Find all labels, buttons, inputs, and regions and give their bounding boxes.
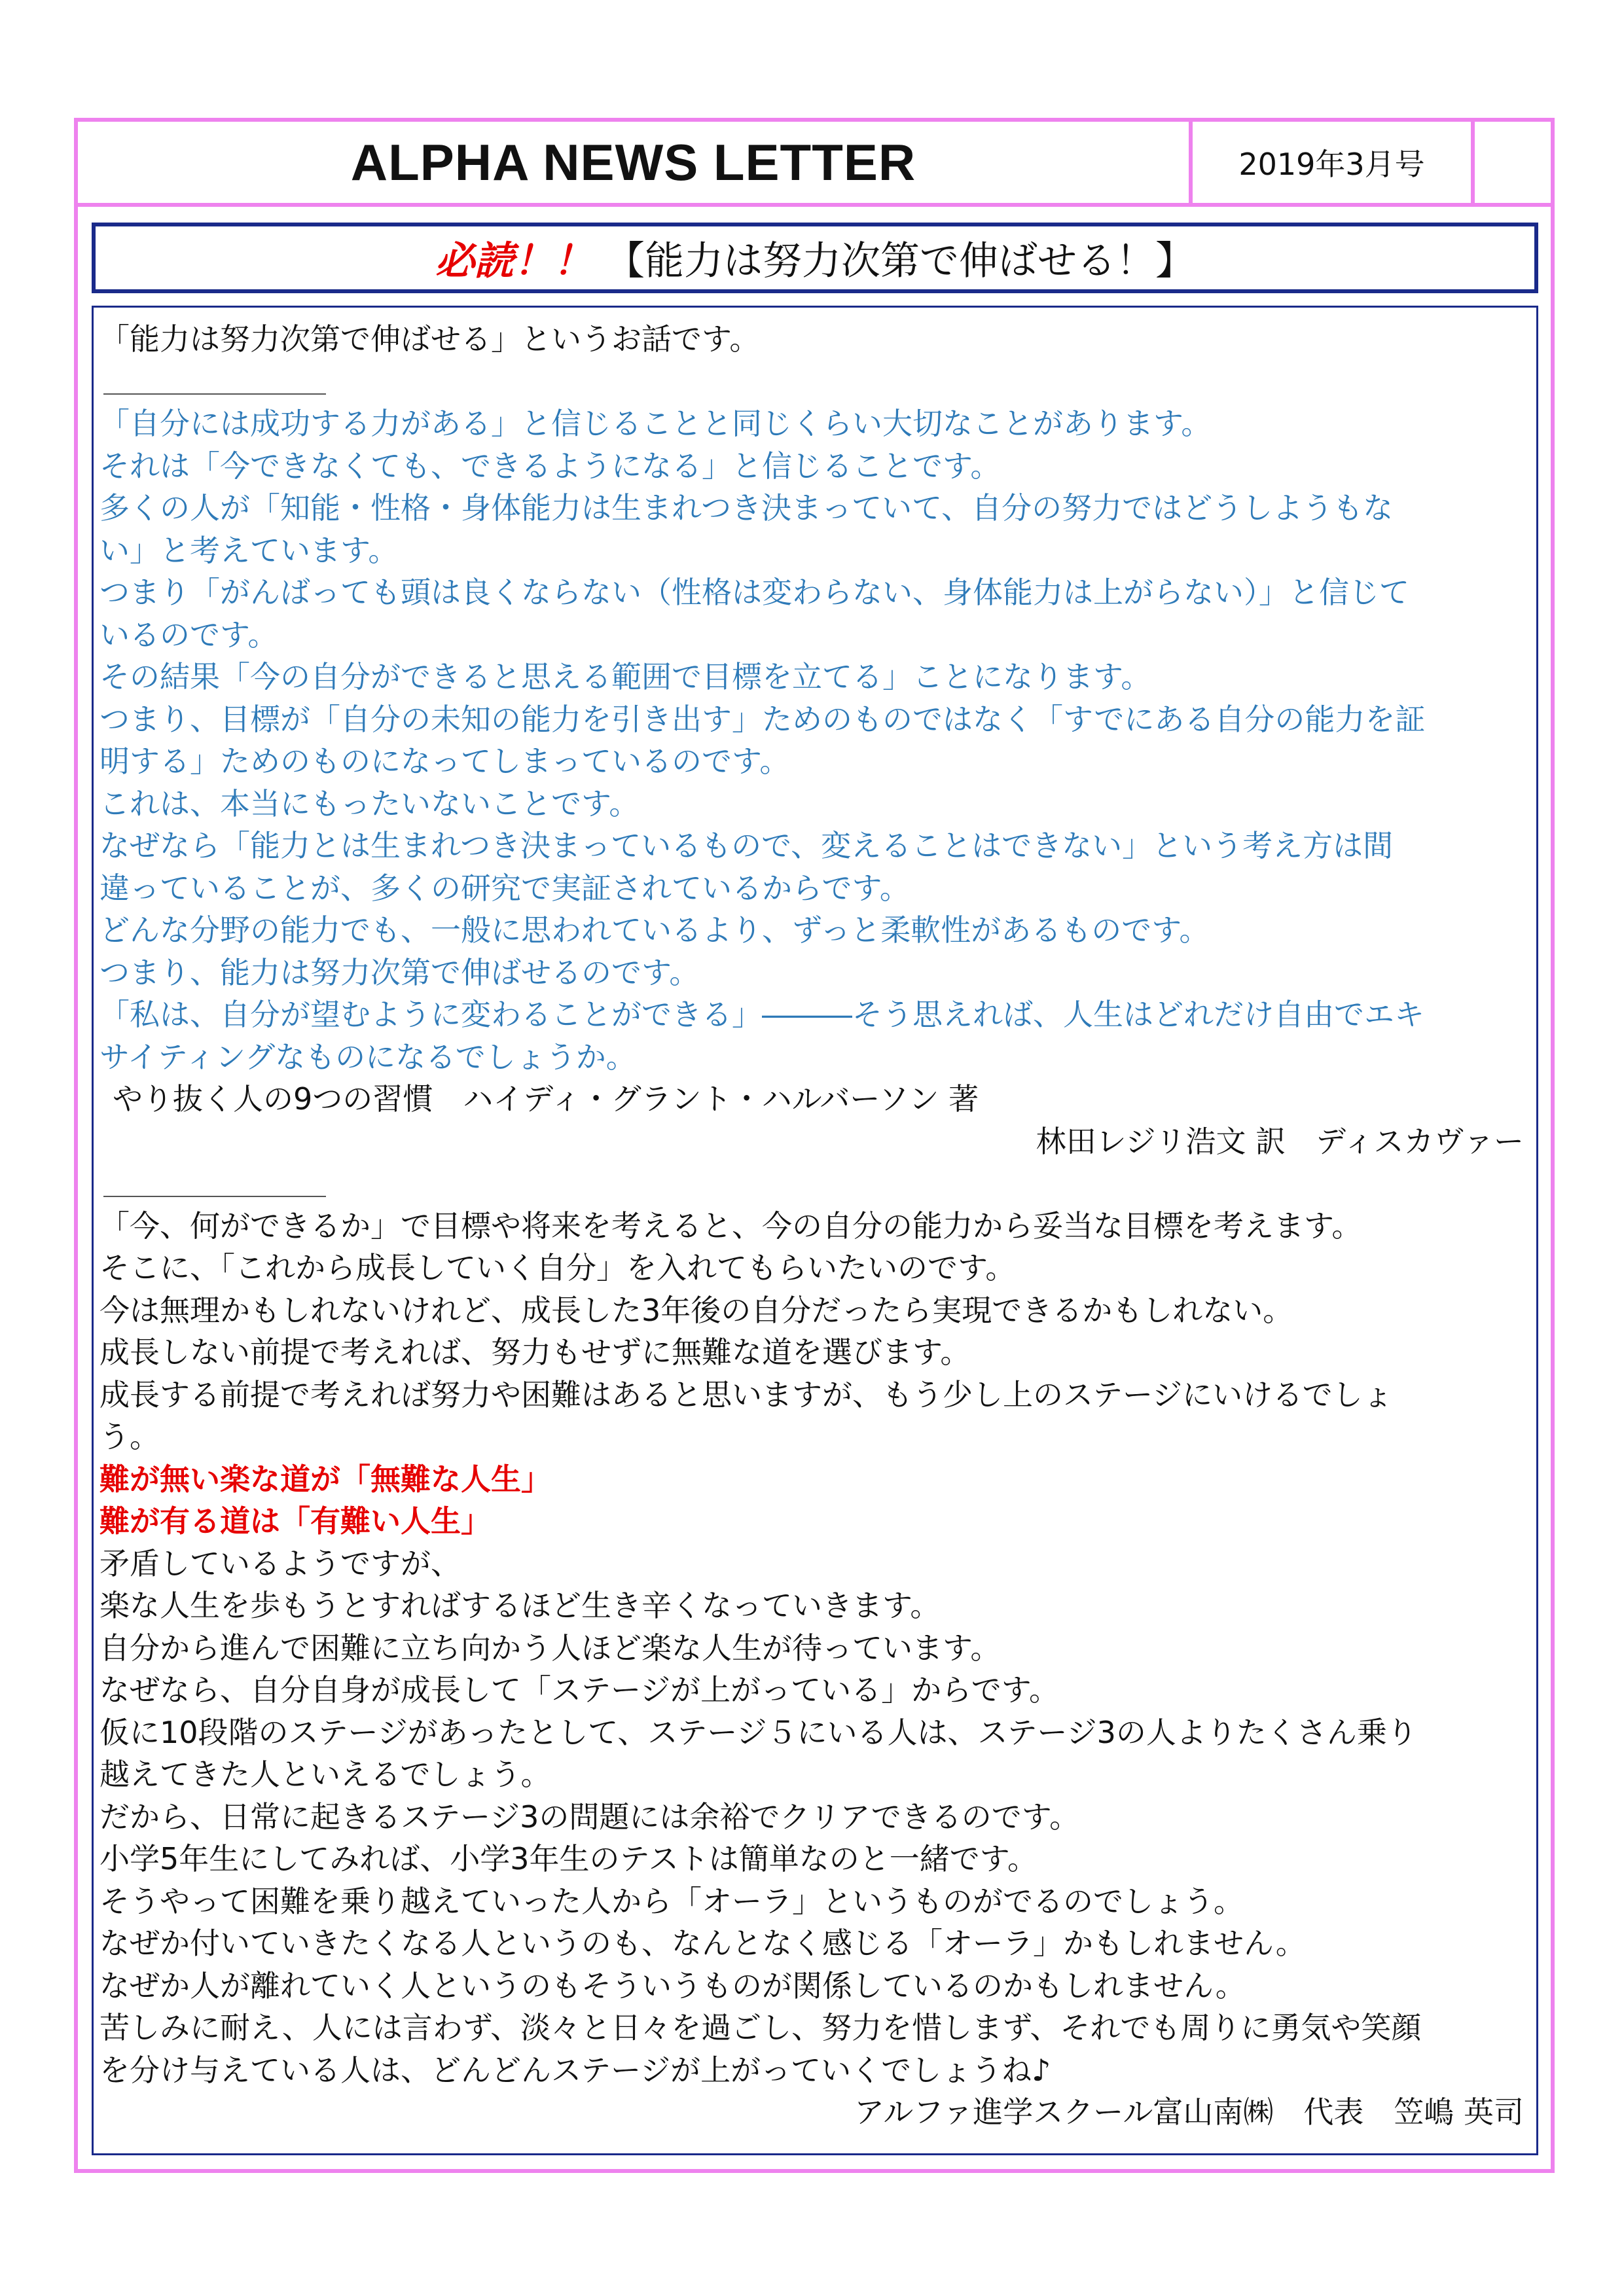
separator-line [103, 1196, 326, 1197]
article-line: そこに、「これから成長していく自分」を入れてもらいたいのです。 [99, 1250, 1016, 1285]
header-empty-cell [1475, 122, 1551, 203]
article-line: 成長しない前提で考えれば、努力もせずに無難な道を選びます。 [99, 1335, 971, 1370]
article-line: を分け与えている人は、どんどんステージが上がっていくでしょうね♪ [99, 2052, 1051, 2088]
article-line: なぜなら、自分自身が成長して「ステージが上がっている」からです。 [99, 1672, 1060, 1708]
issue-date: 2019年3月号 [1193, 122, 1475, 203]
separator-line [103, 393, 326, 395]
newsletter-header [74, 118, 1555, 207]
article-line: 難が有る道は「有難い人生」 [99, 1503, 491, 1539]
article-line: 楽な人生を歩もうとすればするほど生き辛くなっていきます。 [99, 1588, 941, 1623]
article-line: 難が無い楽な道が「無難な人生」 [99, 1461, 551, 1497]
article-line: これは、本当にもったいないことです。 [99, 785, 640, 821]
article-line: サイティングなものになるでしょうか。 [99, 1039, 636, 1075]
article-line: なぜなら「能力とは生まれつき決まっているもので、変えることはできない」という考え方は間 [99, 828, 1394, 863]
headline-banner [92, 223, 1538, 293]
article-line: 「今、何ができるか」で目標や将来を考えると、今の自分の能力から妥当な目標を考えます。 [99, 1208, 1362, 1244]
article-line: い」と考えています。 [99, 532, 399, 568]
article-line: どんな分野の能力でも、一般に思われているより、ずっと柔軟性があるものです。 [99, 912, 1210, 948]
article-line: アルファ進学スクール富山南㈱ 代表 笠嶋 英司 [854, 2094, 1524, 2130]
article-line: だから、日常に起きるステージ3の問題には余裕でクリアできるのです。 [99, 1799, 1080, 1835]
article-line: つまり、目標が「自分の未知の能力を引き出す」ためのものではなく「すでにある自分の能力を証 [99, 701, 1426, 737]
headline-text: 【能力は努力次第で伸ばせる！】 [605, 238, 1195, 284]
article-line: それは「今できなくても、できるようになる」と信じることです。 [99, 448, 1001, 484]
article-line: 苦しみに耐え、人には言わず、淡々と日々を過ごし、努力を惜しまず、それでも周りに勇気や笑顔 [99, 2010, 1422, 2045]
article-line: なぜか人が離れていく人というのもそういうものが関係しているのかもしれません。 [99, 1967, 1246, 2003]
newsletter-title: ALPHA NEWS LETTER [78, 122, 1193, 203]
article-line: 越えてきた人といえるでしょう。 [99, 1757, 551, 1792]
article-line: 小学5年生にしてみれば、小学3年生のテストは簡単なのと一緒です。 [99, 1841, 1038, 1876]
article-line: 今は無理かもしれないけれど、成長した3年後の自分だったら実現できるかもしれない。 [99, 1292, 1293, 1328]
article-line: 「自分には成功する力がある」と信じることと同じくらい大切なことがあります。 [99, 406, 1212, 441]
article-line: つまり「がんばっても頭は良くならない（性格は変わらない、身体能力は上がらない）」と信じて [99, 575, 1409, 610]
article-line: 多くの人が「知能・性格・身体能力は生まれつき決まっていて、自分の努力ではどうしようもな [99, 490, 1394, 526]
article-line: つまり、能力は努力次第で伸ばせるのです。 [99, 954, 700, 990]
article-body [99, 318, 1530, 2134]
article-line: 林田レジリ浩文 訳 ディスカヴァー [1036, 1123, 1524, 1159]
article-line: やり抜く人の9つの習慣 ハイディ・グラント・ハルバーソン 著 [113, 1081, 979, 1117]
separator-rule [99, 361, 1530, 403]
article-line: 明する」ためのものになってしまっているのです。 [99, 744, 790, 779]
article-line: その結果「今の自分ができると思える範囲で目標を立てる」ことになります。 [99, 659, 1151, 694]
article-line: 自分から進んで困難に立ち向かう人ほど楽な人生が待っています。 [99, 1630, 1001, 1666]
article-line: 「私は、自分が望むように変わることができる」―――そう思えれば、人生はどれだけ自由でエキ [99, 997, 1424, 1032]
article-line: 成長する前提で考えれば努力や困難はあると思いますが、もう少し上のステージにいけるでしょ [99, 1376, 1393, 1412]
article-line: なぜか付いていきたくなる人というのも、なんとなく感じる「オーラ」かもしれません。 [99, 1926, 1306, 1961]
article-line: 違っていることが、多くの研究で実証されているからです。 [99, 870, 910, 906]
must-read-label: 必読！！ [435, 238, 592, 284]
article-line: いるのです。 [99, 617, 278, 653]
separator-rule [99, 1162, 1530, 1205]
article-line: う。 [99, 1419, 160, 1454]
article-line: 矛盾しているようですが、 [99, 1545, 461, 1581]
article-line: 「能力は努力次第で伸ばせる」というお話です。 [99, 321, 760, 357]
article-line: 仮に10段階のステージがあったとして、ステージ５にいる人は、ステージ3の人よりたくさん乗り [99, 1714, 1417, 1750]
article-line: そうやって困難を乗り越えていった人から「オーラ」というものがでるのでしょう。 [99, 1883, 1244, 1919]
